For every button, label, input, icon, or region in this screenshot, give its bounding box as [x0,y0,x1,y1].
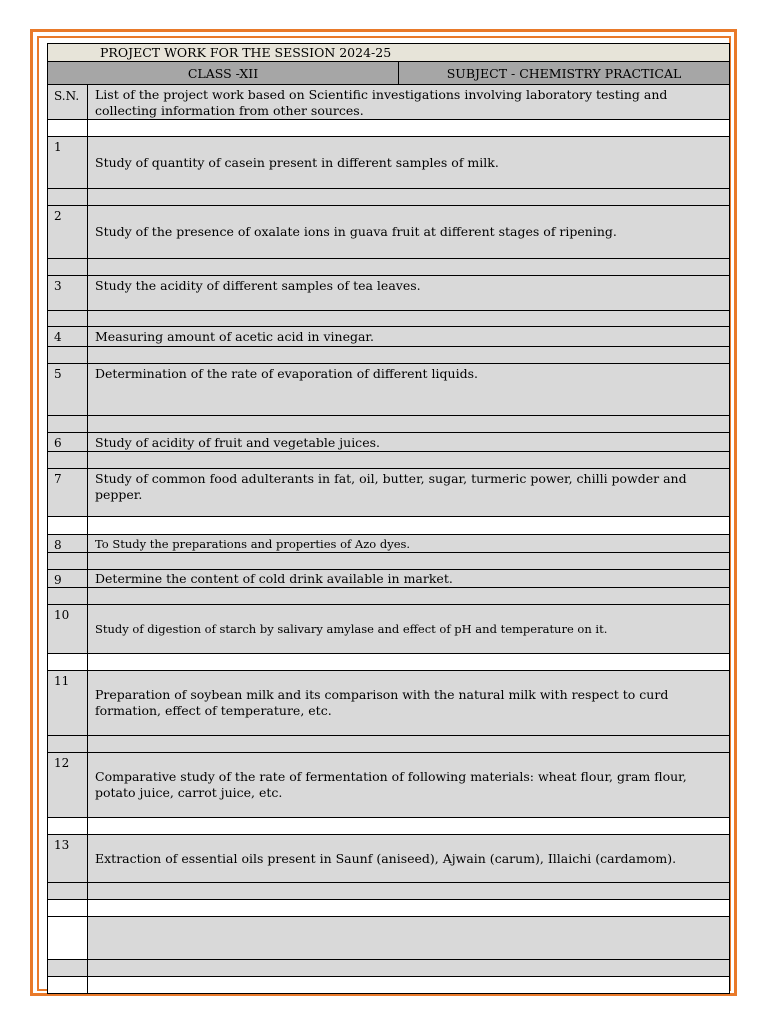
row-number: 12 [48,753,88,817]
empty-row [47,917,730,960]
table-row [47,276,730,311]
project-text: Study of digestion of starch by salivary amylase and effect of pH and temperature on it. [95,622,608,636]
table-row [47,469,730,517]
spacer-row [47,189,730,206]
row-number: 4 [48,327,88,346]
project-table [47,43,730,994]
row-number: 6 [48,433,88,451]
table-row [47,605,730,654]
table-row [47,433,730,452]
row-number: 11 [48,671,88,735]
project-text: Determination of the rate of evaporation of different liquids. [95,366,478,381]
spacer-row [47,654,730,671]
row-number: 2 [48,206,88,258]
description-header: List of the project work based on Scientific investigations involving laboratory testing and collecting information from other sources. [95,87,668,118]
project-text: To Study the preparations and properties of Azo dyes. [95,536,411,551]
class-label: CLASS -XII [48,62,399,84]
spacer-row [47,311,730,327]
subheader-row [47,62,730,85]
project-text: Study of acidity of fruit and vegetable juices. [95,435,380,450]
table-row [47,206,730,259]
row-number: 5 [48,364,88,415]
table-row [47,535,730,553]
table-row [47,835,730,883]
spacer-row [47,120,730,137]
spacer-row [47,736,730,753]
project-text: Measuring amount of acetic acid in vinegar. [95,329,374,344]
page-title: PROJECT WORK FOR THE SESSION 2024-25 [100,45,392,60]
row-number: 9 [48,570,88,587]
subject-label: SUBJECT - CHEMISTRY PRACTICAL [446,65,682,81]
spacer-row [47,347,730,364]
row-number: 13 [48,835,88,882]
project-text: Study the acidity of different samples of tea leaves. [95,278,421,293]
project-text: Comparative study of the rate of fermentation of following materials: wheat flour, gram flour, potato juice, carrot juice, etc. [95,769,687,800]
spacer-row [47,553,730,570]
project-text: Extraction of essential oils present in Saunf (aniseed), Ajwain (carum), Illaichi (cardamom). [95,850,677,866]
table-row [47,327,730,347]
column-header-row [47,85,730,120]
project-text: Study of the presence of oxalate ions in guava fruit at different stages of ripening. [95,224,617,239]
empty-row [47,977,730,994]
spacer-row [47,452,730,469]
spacer-row [47,588,730,605]
project-text: Study of quantity of casein present in different samples of milk. [95,154,499,170]
row-number: 8 [48,535,88,552]
row-number: 1 [48,137,88,188]
spacer-row [47,416,730,433]
row-number: 7 [48,469,88,516]
table-row [47,753,730,818]
row-number: 3 [48,276,88,310]
row-number: 10 [48,605,88,653]
empty-row [47,960,730,977]
project-text: Study of common food adulterants in fat, oil, butter, sugar, turmeric power, chilli powder and pepper. [95,471,687,502]
empty-row [47,883,730,900]
table-row [47,671,730,736]
spacer-row [47,259,730,276]
table-row [47,570,730,588]
sn-header: S.N. [48,85,88,119]
spacer-row [47,517,730,535]
project-text: Determine the content of cold drink available in market. [95,570,453,586]
title-row [47,43,730,62]
table-row [47,364,730,416]
spacer-row [47,818,730,835]
empty-row [47,900,730,917]
project-text: Preparation of soybean milk and its comparison with the natural milk with respect to curd formation, effect of temperature, etc. [95,687,669,718]
table-row [47,137,730,189]
